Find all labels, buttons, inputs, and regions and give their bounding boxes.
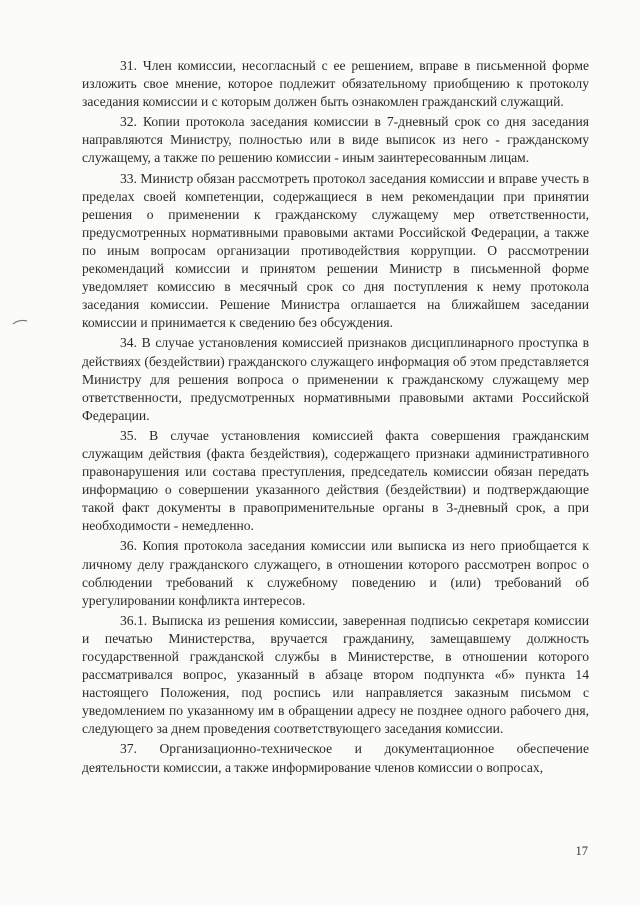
paragraph-34: 34. В случае установления комиссией признаков дисциплинарного проступка в действиях (бездействии) гражданского служащего информация об этом представляется Министру для решения вопроса о применении к гражданскому служащему мер ответственности, предусмотренных нормативными правовыми актами Российской Федерации. (82, 335, 589, 423)
paragraph-35: 35. В случае установления комиссией факта совершения гражданским служащим действия (факта бездействия), содержащего признаки административного правонарушения или состава преступления, председатель комиссии обязан передать информацию о совершении указанного действия (бездействии) и подтверждающие такой факт документы в правоприменительные органы в 3-дневный срок, а при необходимости - немедленно. (82, 427, 589, 534)
paragraph-32: 32. Копии протокола заседания комиссии в 7-дневный срок со дня заседания направляются Министру, полностью или в виде выписок из него - гражданскому служащему, а также по решению комиссии - иным заинтересованным лицам. (82, 114, 589, 166)
paragraph-36-1: 36.1. Выписка из решения комиссии, заверенная подписью секретаря комиссии и печатью Министерства, вручается гражданину, замещавшему должность государственной гражданской службы в Министерстве, в отношении которого рассматривался вопрос, указанный в абзаце втором подпункта «б» пункта 14 настоящего Положения, под роспись или направляется заказным письмом с уведомлением по указанному им в обращении адресу не позднее одного рабочего дня, следующего за днем проведения соответствующего заседания комиссии. (82, 612, 589, 737)
document-body (82, 57, 589, 779)
scan-artifact-mark (12, 318, 28, 326)
paragraph-31: 31. Член комиссии, несогласный с ее решением, вправе в письменной форме изложить свое мнение, которое подлежит обязательному приобщению к протоколу заседания комиссии и с которым должен быть ознакомлен гражданский служащий. (82, 58, 589, 110)
paragraph-36: 36. Копия протокола заседания комиссии или выписка из него приобщается к личному делу гражданского служащего, в отношении которого рассмотрен вопрос о соблюдении требований к служебному поведению и (или) требований об урегулировании конфликта интересов. (82, 538, 589, 608)
paragraph-37: 37. Организационно-техническое и документационное обеспечение деятельности комиссии, а также информирование членов комиссии о вопросах, (82, 741, 589, 775)
paragraph-33: 33. Министр обязан рассмотреть протокол заседания комиссии и вправе учесть в пределах своей компетенции, содержащиеся в нем рекомендации при принятии решения о применении к гражданскому служащему мер ответственности, предусмотренных нормативными правовыми актами Российской Федерации, а также по иным вопросам организации противодействия коррупции. О рассмотрении рекомендаций комиссии и принятом решении Министр в письменной форме уведомляет комиссию в месячный срок со дня поступления к нему протокола заседания комиссии. Решение Министра оглашается на ближайшем заседании комиссии и принимается к сведению без обсуждения. (82, 170, 589, 331)
page-number: 17 (575, 844, 588, 858)
